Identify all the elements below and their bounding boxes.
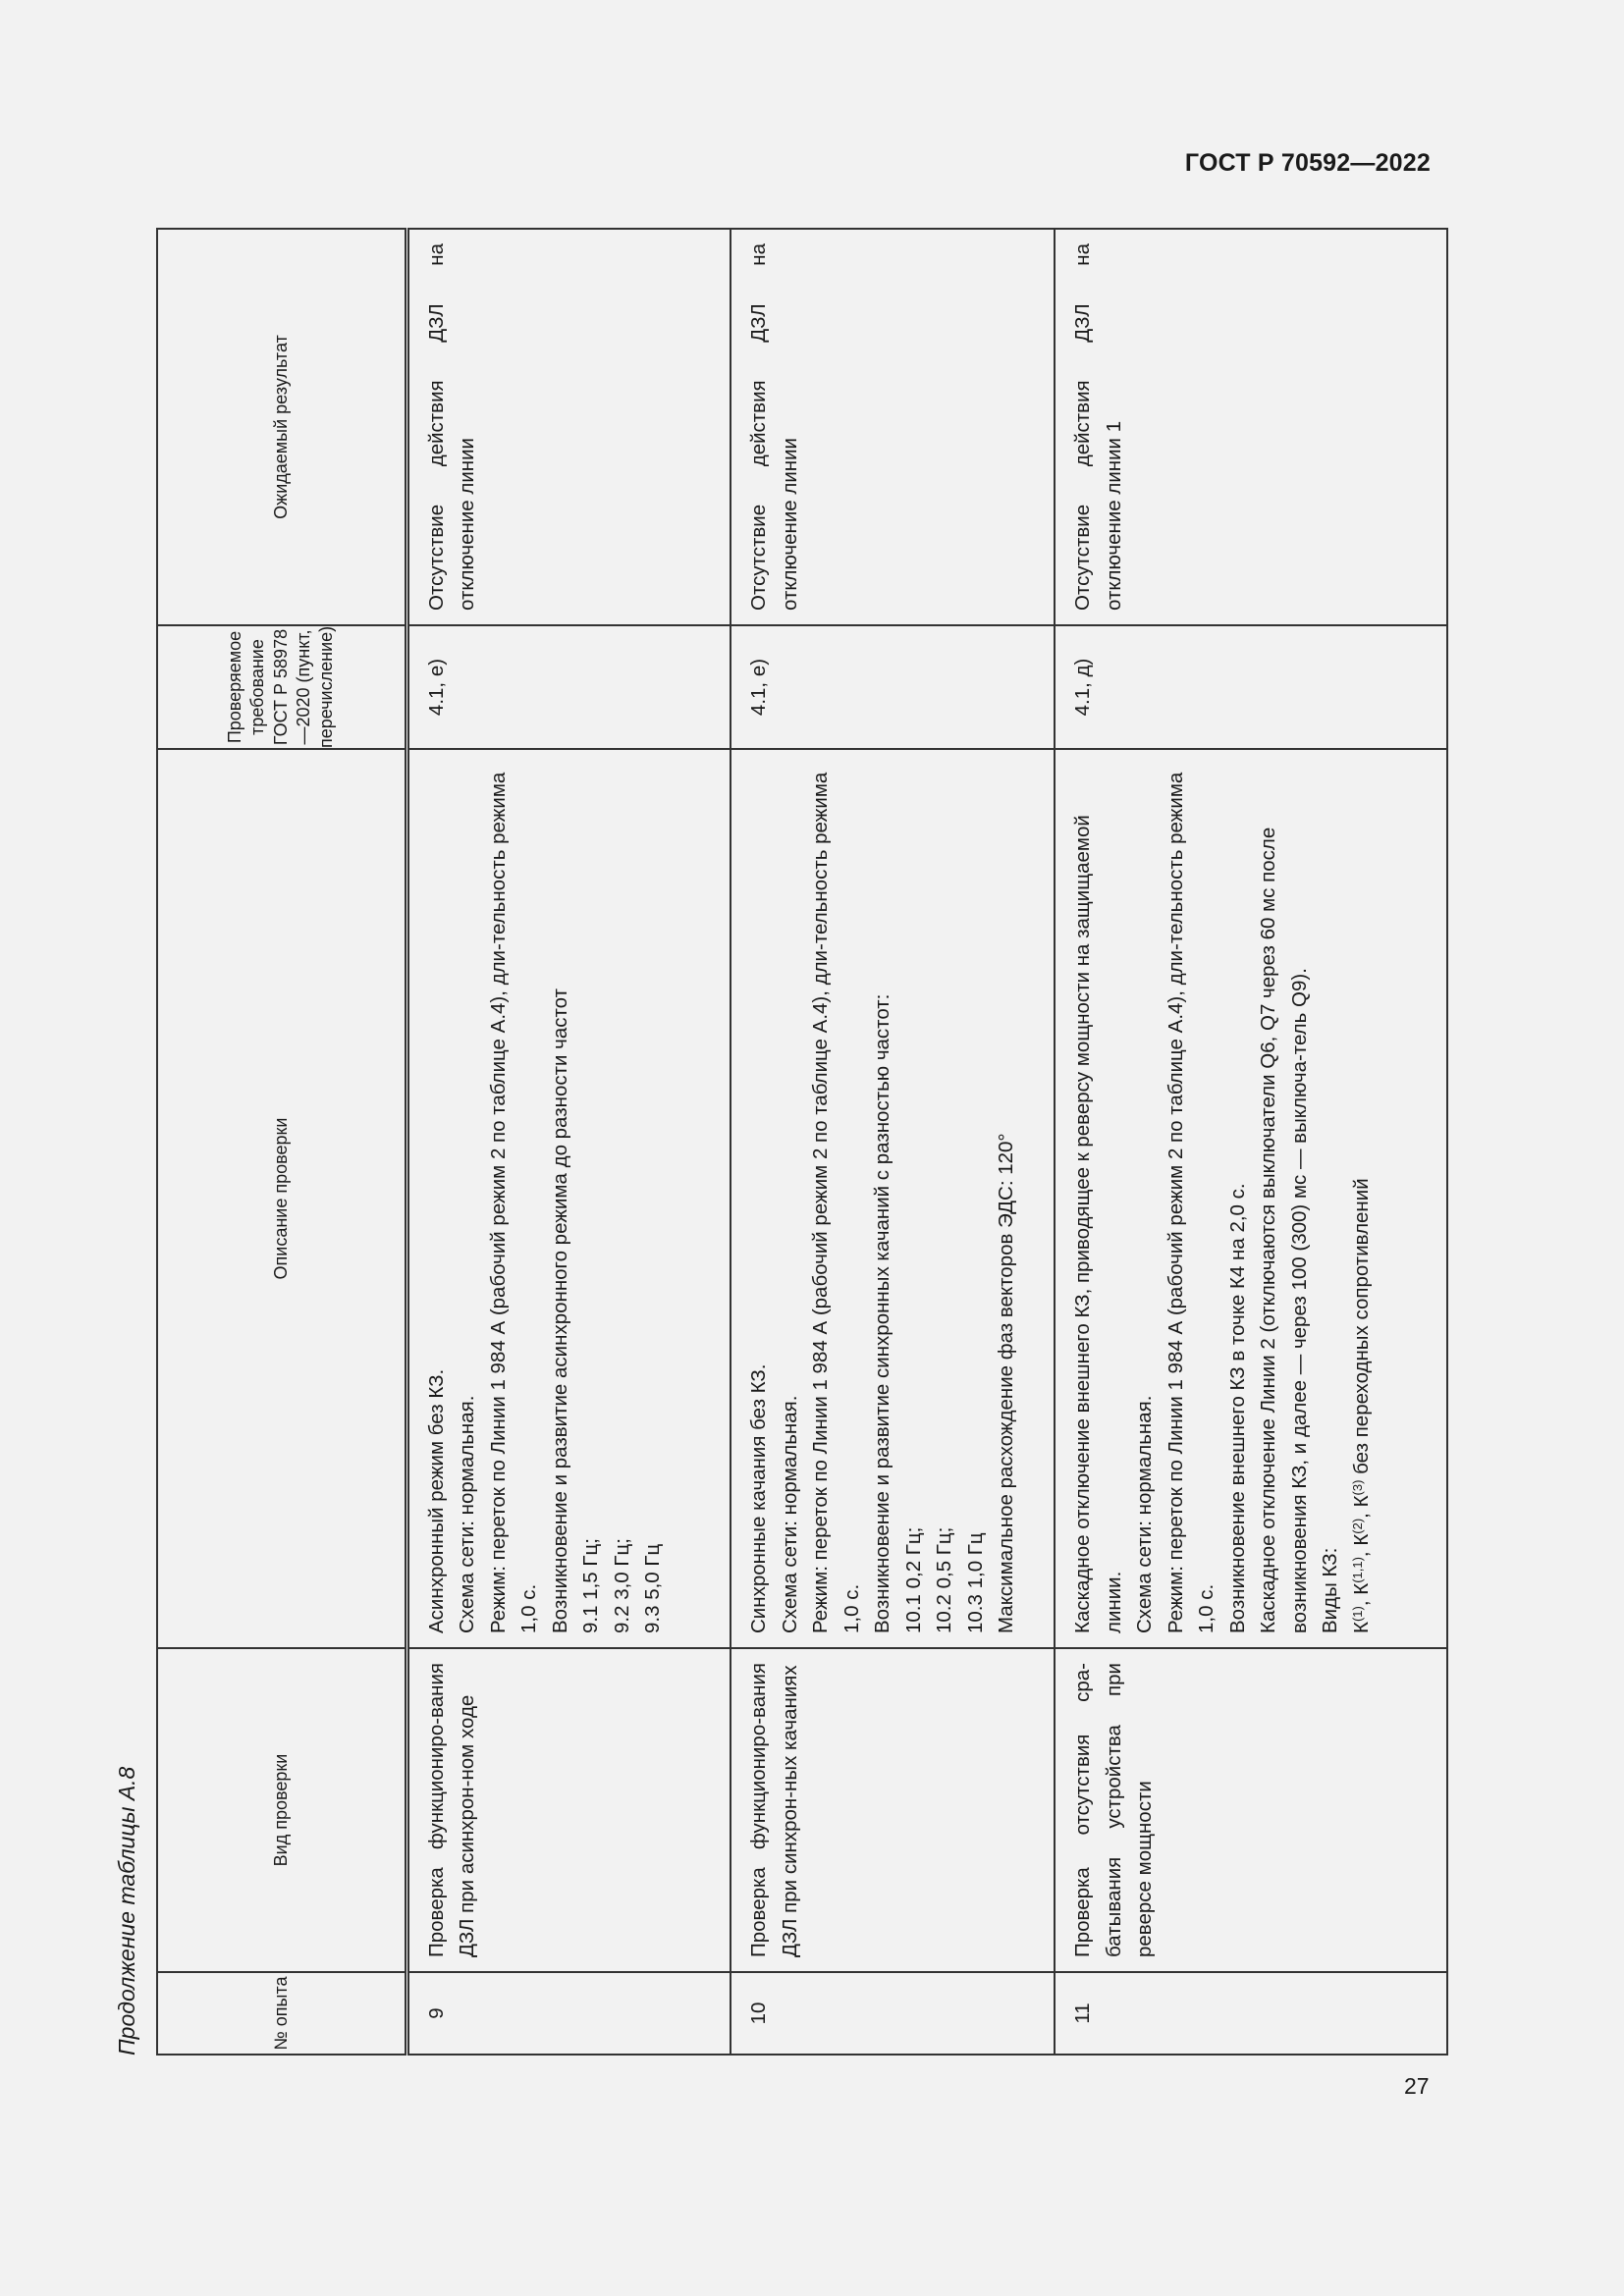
table-header-row xyxy=(157,229,406,2055)
description-line: Схема сети: нормальная. xyxy=(1133,1395,1156,1633)
fault-separator: , xyxy=(1349,1545,1373,1558)
row-number: 9 xyxy=(406,1972,731,2055)
rotated-table-page xyxy=(108,232,1422,2067)
row-description xyxy=(406,749,731,1648)
description-line: Синхронные качания без КЗ. xyxy=(747,1363,770,1633)
description-line: Режим: переток по Линии 1 984 А (рабочий режим 2 по таблице А.4), дли-тельность режима 1,0 с. xyxy=(809,772,863,1633)
description-line: Возникновение и развитие синхронных качаний с разностью частот: xyxy=(871,993,893,1633)
table-row xyxy=(406,229,731,2055)
row-description xyxy=(1055,749,1447,1648)
description-line: Схема сети: нормальная. xyxy=(778,1395,801,1633)
header-result: Ожидаемый результат xyxy=(157,229,406,625)
page-number: 27 xyxy=(1404,2073,1430,2099)
description-line: Режим: переток по Линии 1 984 А (рабочий режим 2 по таблице А.4), дли-тельность режима 1,0 с. xyxy=(486,772,540,1633)
fault-sup-11: (1,1) xyxy=(1349,1557,1365,1583)
description-line: 9.1 1,5 Гц; xyxy=(579,1538,602,1633)
header-clause: Проверяемое требование ГОСТ Р 58978—2020 (пункт, перечисление) xyxy=(157,625,406,749)
fault-k: К xyxy=(1349,1622,1373,1633)
row-result: Отсутствие действия ДЗЛ на отключение линии xyxy=(406,229,731,625)
row-number: 11 xyxy=(1055,1972,1447,2055)
description-line: Возникновение и развитие асинхронного режима до разности частот xyxy=(548,988,571,1633)
description-line: Асинхронный режим без КЗ. xyxy=(424,1368,448,1633)
row-clause: 4.1, д) xyxy=(1055,625,1447,749)
test-table xyxy=(156,228,1448,2056)
description-line: 9.2 3,0 Гц; xyxy=(610,1538,633,1633)
document-header: ГОСТ Р 70592—2022 xyxy=(1184,149,1431,177)
fault-separator: , xyxy=(1349,1507,1373,1519)
description-line: Виды КЗ: xyxy=(1319,1547,1341,1633)
description-line: Возникновение внешнего КЗ в точке К4 на 2,0 с. xyxy=(1225,1183,1249,1633)
description-line: Каскадное отключение внешнего КЗ, приводящее к реверсу мощности на защищаемой линии. xyxy=(1071,815,1125,1633)
fault-sup-1: (1) xyxy=(1349,1606,1365,1623)
header-kind: Вид проверки xyxy=(157,1648,406,1972)
description-line: Схема сети: нормальная. xyxy=(456,1395,478,1633)
description-line: 9.3 5,0 Гц xyxy=(641,1543,664,1633)
description-line: Максимальное расхождение фаз векторов ЭДС: 120° xyxy=(995,1133,1017,1633)
description-line: Каскадное отключение Линии 2 (отключаются выключатели Q6, Q7 через 60 мс после возникновения КЗ, и далее — через 100 (300) мс — выключа-тель Q9). xyxy=(1257,827,1311,1633)
fault-separator: , xyxy=(1349,1594,1373,1607)
table-continuation-label: Продолжение таблицы А.8 xyxy=(114,1766,139,2056)
description-line: 10.3 1,0 Гц xyxy=(963,1532,987,1633)
description-line: Режим: переток по Линии 1 984 А (рабочий режим 2 по таблице А.4), дли-тельность режима 1,0 с. xyxy=(1164,772,1218,1633)
fault-sup-2: (2) xyxy=(1349,1518,1365,1534)
fault-tail: без переходных сопротивлений xyxy=(1349,1178,1373,1480)
fault-k: К xyxy=(1349,1582,1373,1595)
header-number: № опыта xyxy=(157,1972,406,2055)
row-kind: Проверка функциониро-вания ДЗЛ при синхрон-ных качаниях xyxy=(731,1648,1055,1972)
description-line: 10.2 0,5 Гц; xyxy=(933,1526,955,1633)
row-clause: 4.1, е) xyxy=(731,625,1055,749)
description-line: 10.1 0,2 Гц; xyxy=(901,1526,925,1633)
fault-k: К xyxy=(1349,1495,1373,1508)
row-clause: 4.1, е) xyxy=(406,625,731,749)
fault-sup-3: (3) xyxy=(1349,1479,1365,1496)
header-description: Описание проверки xyxy=(157,749,406,1648)
row-kind: Проверка функциониро-вания ДЗЛ при асинхрон-ном ходе xyxy=(406,1648,731,1972)
row-number: 10 xyxy=(731,1972,1055,2055)
fault-k: К xyxy=(1349,1533,1373,1546)
row-description xyxy=(731,749,1055,1648)
table-row xyxy=(731,229,1055,2055)
row-result: Отсутствие действия ДЗЛ на отключение линии 1 xyxy=(1055,229,1447,625)
row-result: Отсутствие действия ДЗЛ на отключение линии xyxy=(731,229,1055,625)
fault-types-line xyxy=(1346,764,1378,1633)
row-kind: Проверка отсутствия сра-батывания устройства при реверсе мощности xyxy=(1055,1648,1447,1972)
table-row xyxy=(1055,229,1447,2055)
